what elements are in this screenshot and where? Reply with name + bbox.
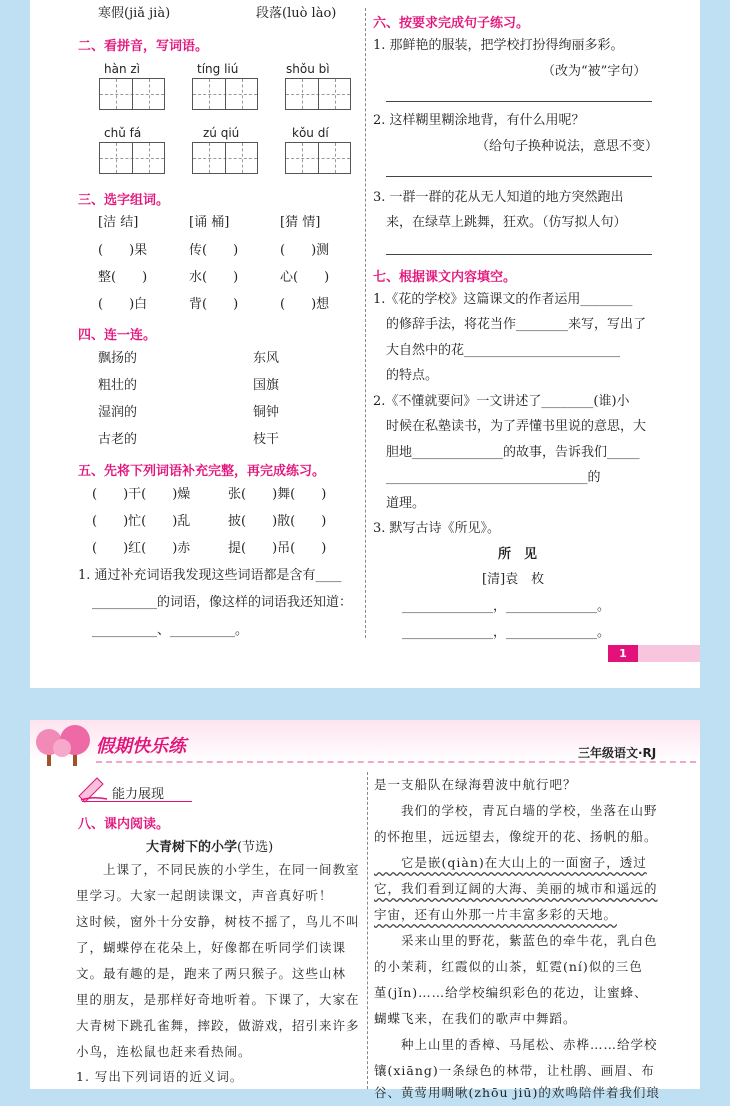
passage-line: 大青树下跳孔雀舞，摔跤，做游戏，招引来许多 [76, 1018, 360, 1033]
passage-line: 蝴蝶飞来，在我们的歌声中舞蹈。 [374, 1011, 577, 1026]
passage-line: 谷、黄莺用啁啾(zhōu jiū)的欢鸣陪伴着我们琅 [374, 1085, 660, 1100]
pinyin-6: kǒu dí [292, 126, 329, 140]
passage-line: 了，蝴蝶停在花朵上，好像都在听同学们读课 [76, 940, 347, 955]
passage-line: 镶(xiāng)一条绿色的林带，让杜鹃、画眉、布 [374, 1063, 655, 1078]
question-text: 1. 通过补充词语我发现这些词语都是含有____ [78, 568, 342, 583]
underlined-passage-line: 它是嵌(qiàn)在大山上的一面窗子，透过 [374, 855, 647, 870]
question-text: 1. 写出下列词语的近义词。 [76, 1069, 244, 1084]
passage-line: 我们的学校，青瓦白墙的学校，坐落在山野 [374, 803, 658, 818]
fill-line: 的特点。 [386, 368, 439, 383]
pinyin-4: chǔ fá [104, 126, 142, 140]
word-blank[interactable]: 背( ) [189, 297, 239, 312]
question-hint: （改为“被”字句） [542, 64, 647, 79]
question-text: __________的词语，像这样的词语我还知道： [92, 595, 353, 610]
passage-line: 小鸟，连松鼠也赶来看热闹。 [76, 1044, 252, 1059]
page-number: 1 [608, 645, 638, 662]
section-3-heading: 三、选字组词。 [78, 193, 170, 208]
idiom-blank[interactable]: ( )干( )燥 [92, 487, 191, 502]
passage-title-note: (节选) [237, 840, 274, 855]
writing-grid-2[interactable] [192, 78, 258, 110]
word-blank[interactable]: 心( ) [280, 270, 330, 285]
passage-line: 上课了，不同民族的小学生，在同一间教室 [76, 862, 360, 877]
section-2-heading: 二、看拼音，写词语。 [78, 39, 209, 54]
pinyin-1: hàn zì [104, 62, 141, 76]
workbook-page-1 [30, 0, 700, 688]
match-left-item[interactable]: 粗壮的 [98, 378, 138, 393]
poem-answer-line[interactable]: ______________，______________。 [402, 599, 611, 614]
fill-line: 2.《不懂就要问》一文讲述了________(谁)小 [373, 394, 630, 409]
section-4-heading: 四、连一连。 [78, 328, 157, 343]
passage-line: 的小茉莉，红霞似的山茶，虹霓(ní)似的三色 [374, 959, 643, 974]
word-blank[interactable]: ( )白 [98, 297, 148, 312]
fill-line: 1.《花的学校》这篇课文的作者运用________ [373, 292, 633, 307]
pinyin-3: shǒu bì [286, 62, 330, 76]
word-blank[interactable]: ( )测 [280, 243, 330, 258]
writing-grid-4[interactable] [99, 142, 165, 174]
top-row-right: 段落(luò lào) [256, 6, 337, 21]
logo-text: 假期快乐练 [96, 736, 186, 757]
passage-line: 里的朋友，是那样好奇地听着。下课了，大家在 [76, 992, 360, 1007]
poem-title: 所 见 [498, 547, 538, 562]
idiom-blank[interactable]: 提( )吊( ) [228, 541, 327, 556]
fill-line: 3. 默写古诗《所见》。 [373, 521, 501, 536]
writing-grid-6[interactable] [285, 142, 351, 174]
column-divider [365, 8, 366, 638]
word-blank[interactable]: 水( ) [189, 270, 239, 285]
char-group-2: [诵 桶] [189, 215, 230, 230]
underlined-passage-line: 它，我们看到辽阔的大海、美丽的城市和遥远的 [374, 881, 658, 896]
passage-line: 这时候，窗外十分安静，树枝不摇了，鸟儿不叫 [76, 914, 360, 929]
writing-grid-1[interactable] [99, 78, 165, 110]
workbook-page-2 [30, 720, 700, 1100]
section-banner: 能力展现 [112, 787, 165, 802]
question-hint: （给句子换种说法，意思不变） [476, 139, 659, 154]
pinyin-5: zú qiú [203, 126, 240, 140]
poem-author: [清]袁 枚 [482, 572, 545, 587]
passage-line: 堇(jǐn)……给学校编织彩色的花边，让蜜蜂、 [374, 985, 648, 1000]
answer-line[interactable] [386, 176, 652, 177]
header-dashed-rule [96, 761, 696, 763]
question-text: __________、__________。 [92, 623, 249, 638]
question-text: 3. 一群一群的花从无人知道的地方突然跑出 [373, 190, 624, 205]
grade-label: 三年级语文·RJ [578, 746, 657, 760]
pinyin-2: tíng liú [197, 62, 239, 76]
match-right-item[interactable]: 铜钟 [253, 405, 280, 420]
word-blank[interactable]: ( )果 [98, 243, 148, 258]
section-5-heading: 五、先将下列词语补充完整，再完成练习。 [78, 464, 326, 479]
match-left-item[interactable]: 湿润的 [98, 405, 138, 420]
idiom-blank[interactable]: 张( )舞( ) [228, 487, 327, 502]
fill-line: 时候在私塾读书，为了弄懂书里说的意思，大 [386, 419, 647, 434]
idiom-blank[interactable]: 披( )散( ) [228, 514, 327, 529]
match-right-item[interactable]: 枝干 [253, 432, 280, 447]
passage-line: 里学习。大家一起朗读课文，声音真好听！ [76, 888, 333, 903]
passage-line: 的怀抱里，远远望去，像绽开的花、扬帆的船。 [374, 829, 658, 844]
column-divider [367, 772, 368, 1089]
underlined-passage-line: 宇宙，还有山外那一片丰富多彩的天地。 [374, 907, 618, 922]
match-right-item[interactable]: 东风 [253, 351, 280, 366]
idiom-blank[interactable]: ( )红( )赤 [92, 541, 191, 556]
top-row-left: 寒假(jiǎ jià) [98, 6, 171, 21]
word-blank[interactable]: 整( ) [98, 270, 148, 285]
passage-title: 大青树下的小学 [146, 840, 238, 855]
fill-line: 大自然中的花________________________ [386, 343, 621, 358]
tree-logo-icon [32, 724, 94, 768]
question-text: 2. 这样糊里糊涂地背，有什么用呢？ [373, 113, 585, 128]
char-group-3: [猜 情] [280, 215, 321, 230]
passage-title-wrap [146, 836, 273, 855]
passage-line: 是一支船队在绿海碧波中航行吧？ [374, 777, 577, 792]
passage-line: 采来山里的野花，紫蓝色的牵牛花，乳白色 [374, 933, 658, 948]
answer-line[interactable] [386, 254, 652, 255]
word-blank[interactable]: ( )想 [280, 297, 330, 312]
writing-grid-5[interactable] [192, 142, 258, 174]
fill-line: 道理。 [386, 496, 426, 511]
section-8-heading: 八、课内阅读。 [78, 817, 170, 832]
writing-grid-3[interactable] [285, 78, 351, 110]
question-text: 来，在绿草上跳舞，狂欢。（仿写拟人句） [386, 215, 627, 230]
word-blank[interactable]: 传( ) [189, 243, 239, 258]
idiom-blank[interactable]: ( )忙( )乱 [92, 514, 191, 529]
passage-line: 文。最有趣的是，跑来了两只猴子。这些山林 [76, 966, 347, 981]
answer-line[interactable] [386, 101, 652, 102]
section-7-heading: 七、根据课文内容填空。 [373, 270, 517, 285]
match-left-item[interactable]: 古老的 [98, 432, 138, 447]
section-6-heading: 六、按要求完成句子练习。 [373, 16, 530, 31]
match-right-item[interactable]: 国旗 [253, 378, 280, 393]
poem-answer-line[interactable]: ______________，______________。 [402, 625, 611, 640]
fill-line: 的修辞手法，将花当作________来写，写出了 [386, 317, 647, 332]
banner-underline [82, 801, 192, 802]
fill-line: _______________________________的 [386, 470, 601, 485]
match-left-item[interactable]: 飘扬的 [98, 351, 138, 366]
passage-line: 种上山里的香樟、马尾松、赤桦……给学校 [374, 1037, 658, 1052]
fill-line: 胆地______________的故事，告诉我们_____ [386, 445, 640, 460]
question-text: 1. 那鲜艳的服装，把学校打扮得绚丽多彩。 [373, 38, 624, 53]
pencil-icon [75, 774, 109, 802]
char-group-1: [洁 结] [98, 215, 139, 230]
